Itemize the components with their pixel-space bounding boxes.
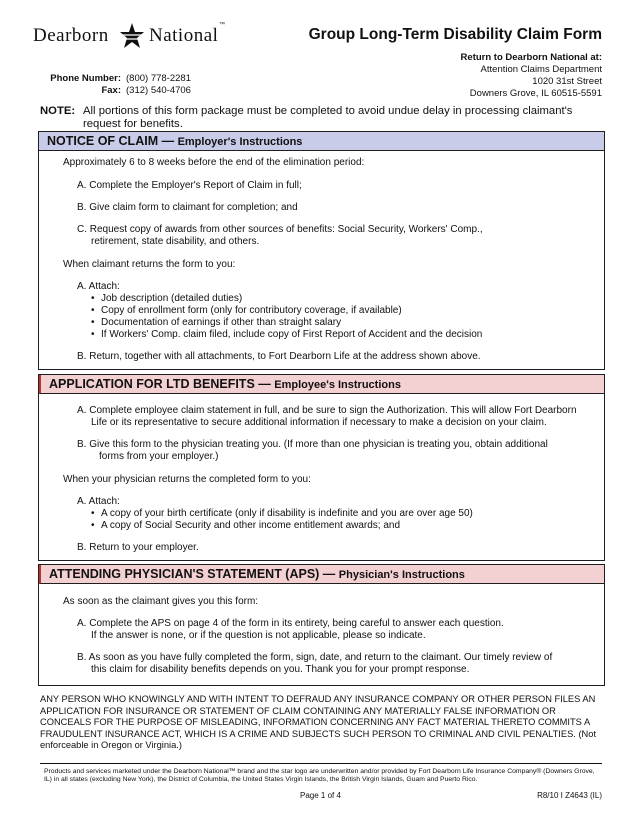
bullet-item: Job description (detailed duties) <box>101 293 243 304</box>
fax-number: (312) 540-4706 <box>126 85 191 96</box>
section-subtitle: Employee's Instructions <box>274 379 401 391</box>
bullet-marker: • <box>91 293 95 304</box>
fraud-disclaimer: ANY PERSON WHO KNOWINGLY AND WITH INTENT TO DEFRAUD ANY INSURANCE COMPANY OR OTHER PERSON FILES AN APPLICATION FOR INSURANCE OR STATEMENT OF CLAIM CONTAINING ANY MATERIALLY FALSE INFORMATION OR CONCEALS FOR THE PURPOSE OF MISLEADING, INFORMATION CONCERNING ANY FACT MATERIAL THERETO COMMITS A FRAUDULENT INSURANCE ACT, WHICH IS A CRIME AND SUBJECTS SUCH PERSON TO CRIMINAL AND CIVIL PENALTIES. (Not enforceable in Oregon or Virginia.) <box>40 694 597 750</box>
instruction-item: B. As soon as you have fully completed the form, sign, date, and return to the claimant. Our timely review of <box>77 652 553 663</box>
star-logo-icon <box>119 22 145 50</box>
bullet-item: Documentation of earnings if other than straight salary <box>101 317 342 328</box>
instruction-subheading: When claimant returns the form to you: <box>63 259 236 270</box>
note <box>40 105 615 130</box>
instruction-item: B. Return to your employer. <box>77 542 199 553</box>
footer-fineprint: Products and services marketed under the Dearborn National™ brand and the star logo are underwritten and/or provided by Fort Dearborn Life Insurance Company® (Downers Grove, IL) in all states (excluding New York), the District of Columbia, the United States Virgin Islands, the British Virgin Islands, Guam and Puerto Rico. <box>44 768 595 784</box>
bullet-marker: • <box>91 317 95 328</box>
page-number: Page 1 of 4 <box>300 791 341 800</box>
logo-trademark: ™ <box>219 22 225 28</box>
section-subtitle: Physician's Instructions <box>338 569 465 581</box>
instruction-item: A. Attach: <box>77 496 120 507</box>
phone-label: Phone Number: <box>50 73 121 84</box>
section-title: APPLICATION FOR LTD BENEFITS — <box>49 377 271 391</box>
instruction-item: B. Return, together with all attachments, to Fort Dearborn Life at the address shown above. <box>77 351 481 362</box>
section-heading <box>39 565 604 584</box>
section-heading <box>39 375 604 394</box>
instruction-item: A. Complete employee claim statement in full, and be sure to sign the Authorization. This will allow Fort Dearborn <box>77 405 577 416</box>
section-subtitle: Employer's Instructions <box>177 136 303 148</box>
form-number: R8/10 I Z4643 (IL) <box>537 791 602 800</box>
instruction-subheading: When your physician returns the completed form to you: <box>63 474 311 485</box>
bullet-marker: • <box>91 329 95 340</box>
phone-number: (800) 778-2281 <box>126 73 191 84</box>
instruction-intro: Approximately 6 to 8 weeks before the end of the elimination period: <box>63 157 365 168</box>
instruction-item: B. Give claim form to claimant for completion; and <box>77 202 298 213</box>
instruction-item: A. Complete the Employer's Report of Claim in full; <box>77 180 302 191</box>
return-address-line: 1020 31st Street <box>532 76 602 87</box>
section-title: ATTENDING PHYSICIAN'S STATEMENT (APS) — <box>49 567 336 581</box>
footer-divider <box>40 763 602 764</box>
note-text: All portions of this form package must be completed to avoid undue delay in processing claimant's request for benefits. <box>83 105 573 130</box>
instruction-item-continued: retirement, state disability, and others. <box>91 236 260 247</box>
instruction-item: A. Complete the APS on page 4 of the form in its entirety, being careful to answer each question. <box>77 618 504 629</box>
logo-word-national: National <box>149 25 219 46</box>
note-label: NOTE: <box>40 105 76 117</box>
instruction-item-continued: forms from your employer.) <box>99 451 219 462</box>
bullet-item: If Workers' Comp. claim filed, include copy of First Report of Accident and the decision <box>101 329 483 340</box>
instruction-intro: As soon as the claimant gives you this form: <box>63 596 259 607</box>
return-address-heading: Return to Dearborn National at: <box>460 52 602 63</box>
dearborn-national-logo <box>33 22 223 52</box>
instruction-item-continued: If the answer is none, or if the question is not applicable, please so indicate. <box>91 630 426 641</box>
bullet-item: A copy of your birth certificate (only if disability is indefinite and you are over age 50) <box>101 508 473 519</box>
instruction-item-continued: Life or its representative to secure additional information if necessary to make a decision on your claim. <box>91 417 547 428</box>
bullet-marker: • <box>91 508 95 519</box>
fax-label: Fax: <box>101 85 121 96</box>
return-address-line: Attention Claims Department <box>480 64 602 75</box>
section-heading <box>39 132 604 151</box>
contact-numbers <box>44 73 191 97</box>
logo-word-dearborn: Dearborn <box>33 25 109 46</box>
return-address-line: Downers Grove, IL 60515-5591 <box>469 88 602 99</box>
bullet-marker: • <box>91 305 95 316</box>
return-address <box>461 52 602 100</box>
bullet-item: Copy of enrollment form (only for contributory coverage, if available) <box>101 305 402 316</box>
application-section <box>38 374 605 561</box>
bullet-marker: • <box>91 520 95 531</box>
section-title: NOTICE OF CLAIM — <box>47 134 175 148</box>
instruction-item: B. Give this form to the physician treating you. (If more than one physician is treating you, obtain additional <box>77 439 548 450</box>
notice-of-claim-section <box>38 131 605 370</box>
physician-statement-section <box>38 564 605 686</box>
instruction-item-continued: this claim for disability benefits depends on you. Thank you for your prompt response. <box>91 664 470 675</box>
instruction-item: A. Attach: <box>77 281 120 292</box>
instruction-item: C. Request copy of awards from other sources of benefits: Social Security, Workers' Comp., <box>77 224 483 235</box>
form-title: Group Long-Term Disability Claim Form <box>308 26 602 43</box>
bullet-item: A copy of Social Security and other income entitlement awards; and <box>101 520 401 531</box>
